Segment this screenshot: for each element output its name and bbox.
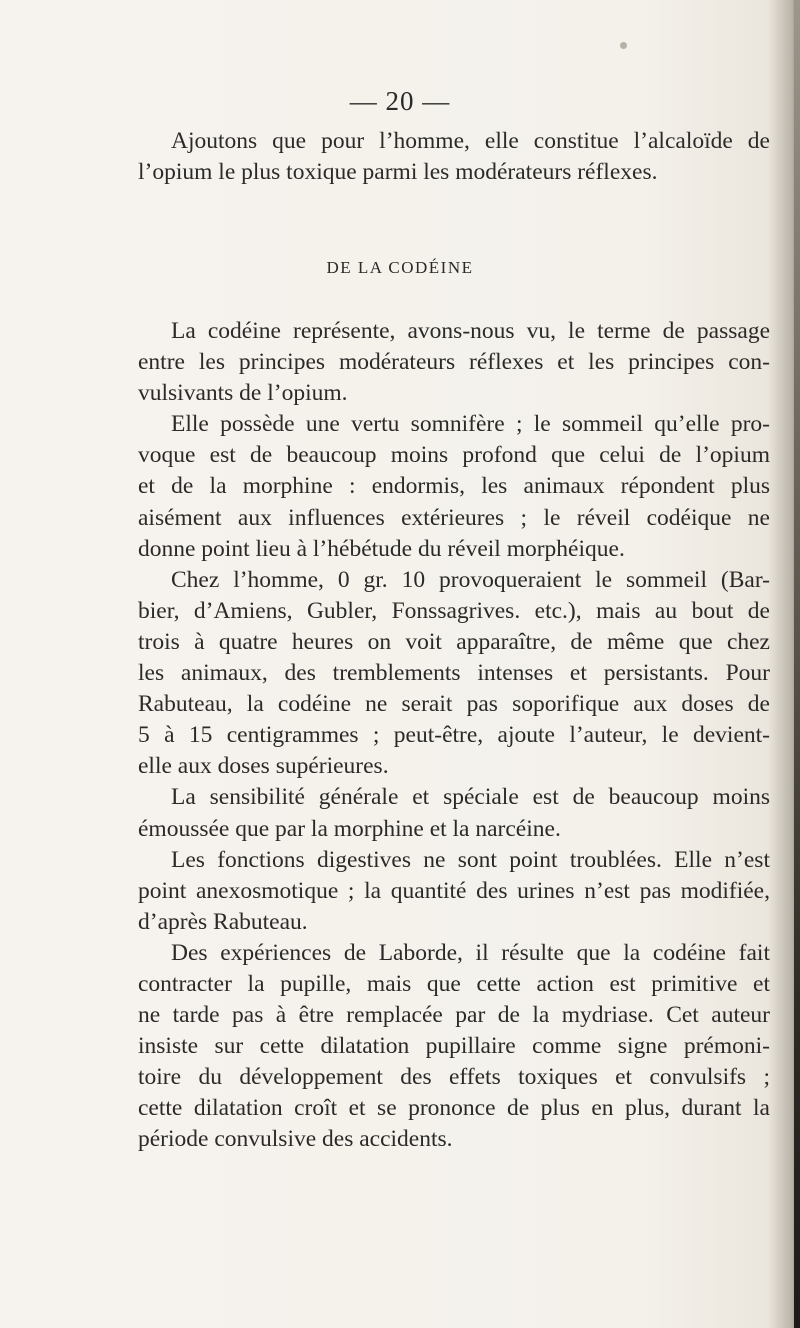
text-line: toire du développement des effets toxiques et convulsifs ; xyxy=(138,1064,770,1091)
text-line: émoussée que par la morphine et la narcéine. xyxy=(138,815,561,842)
page-number: — 20 — xyxy=(349,86,451,116)
text-line: les animaux, des tremblements intenses et persistants. Pour xyxy=(138,660,770,687)
text-line: ne tarde pas à être remplacée par de la mydriase. Cet auteur xyxy=(138,1002,770,1029)
text-line: bier, d’Amiens, Gubler, Fonssagrives. etc.), mais au bout de xyxy=(138,597,770,624)
text-line: La sensibilité générale et spéciale est de beaucoup moins xyxy=(171,784,770,811)
text-line: voque est de beaucoup moins profond que celui de l’opium xyxy=(138,442,770,469)
text-line: période convulsive des accidents. xyxy=(138,1126,453,1153)
text-line: Rabuteau, la codéine ne serait pas soporifique aux doses de xyxy=(138,691,770,718)
section-body xyxy=(138,316,770,1156)
text-line: insiste sur cette dilatation pupillaire comme signe prémoni- xyxy=(138,1033,770,1060)
text-line: vulsivants de l’opium. xyxy=(138,380,348,407)
text-line: Des expériences de Laborde, il résulte que la codéine fait xyxy=(171,939,770,966)
text-line: 5 à 15 centigrammes ; peut-être, ajoute l’auteur, le devient- xyxy=(138,722,770,749)
paper-speck xyxy=(620,42,627,49)
text-line: trois à quatre heures on voit apparaître, de même que chez xyxy=(138,628,770,655)
text-line: Ajoutons que pour l’homme, elle constitue l’alcaloïde de xyxy=(171,128,770,154)
text-line: Les fonctions digestives ne sont point troublées. Elle n’est xyxy=(171,846,770,873)
text-line: aisément aux influences extérieures ; le réveil codéique ne xyxy=(138,504,770,531)
text-line: et de la morphine : endormis, les animaux répondent plus xyxy=(138,473,770,500)
text-line: d’après Rabuteau. xyxy=(138,908,308,935)
text-line: donne point lieu à l’hébétude du réveil morphéique. xyxy=(138,535,625,562)
text-line: Chez l’homme, 0 gr. 10 provoqueraient le sommeil (Bar- xyxy=(171,566,770,593)
intro-paragraph xyxy=(138,126,770,188)
text-line: entre les principes modérateurs réflexes et les principes con- xyxy=(138,349,770,376)
text-line: point anexosmotique ; la quantité des urines n’est pas modifiée, xyxy=(138,877,770,904)
text-line: l’opium le plus toxique parmi les modérateurs réflexes. xyxy=(138,159,658,186)
text-line: Elle possède une vertu somnifère ; le sommeil qu’elle pro- xyxy=(171,411,770,438)
text-line: La codéine représente, avons-nous vu, le terme de passage xyxy=(171,318,770,344)
text-line: contracter la pupille, mais que cette action est primitive et xyxy=(138,970,770,997)
text-line: cette dilatation croît et se prononce de plus en plus, durant la xyxy=(138,1095,770,1122)
text-line: elle aux doses supérieures. xyxy=(138,753,389,780)
section-heading: DE LA CODÉINE xyxy=(326,258,474,277)
scan-edge xyxy=(794,0,800,1328)
